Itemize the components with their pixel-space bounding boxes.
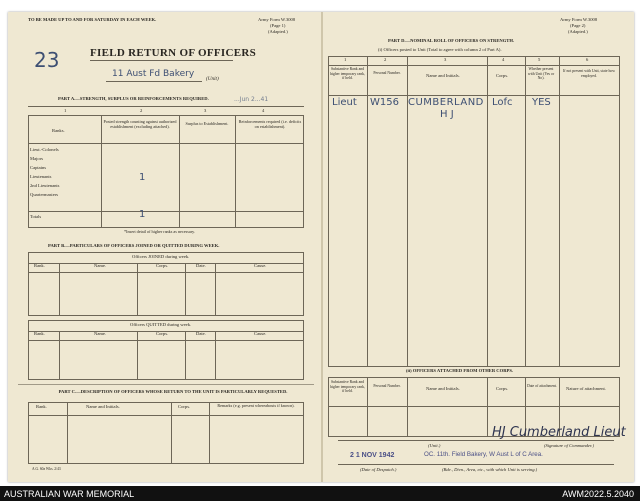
- rank-lieut-colonels: Lieut.-Colonels: [30, 147, 59, 152]
- part-a-colnum: 2: [140, 108, 143, 113]
- quitted-col: Date.: [196, 331, 206, 336]
- form-number-left: Army Form W.3008: [258, 17, 296, 22]
- col-ranks: Ranks.: [52, 128, 65, 133]
- entry-present: YES: [532, 97, 551, 108]
- part-c-col: Rank.: [36, 404, 47, 409]
- part-d-colnum: 6: [586, 57, 589, 62]
- adapted-label-left: (Adapted.): [268, 29, 288, 34]
- page-fold: [321, 12, 323, 482]
- attached-col: Substantive Rank and higher temporary rank, if held.: [330, 380, 365, 394]
- part-b-heading: PART B.—PARTICULARS OF OFFICERS JOINED OR QUITTED DURING WEEK.: [48, 243, 220, 248]
- rank-majors: Majors: [30, 156, 44, 161]
- entry-name: CUMBERLAND: [408, 97, 484, 108]
- rank-totals: Totals: [30, 214, 42, 219]
- part-c-table: [28, 402, 304, 464]
- part-a-rule: [28, 106, 304, 107]
- despatch-line: [338, 464, 614, 465]
- top-note: TO BE MADE UP TO AND FOR SATURDAY IN EACH WEEK.: [28, 17, 157, 22]
- rank-quartermasters: Quartermasters: [30, 192, 59, 197]
- unit-handwritten: 11 Aust Fd Bakery: [112, 69, 195, 79]
- part-d-colnum: 1: [344, 57, 347, 62]
- part-c-heading: PART C.—DESCRIPTION OF OFFICERS WHOSE RETURN TO THE UNIT IS PARTICULARLY REQUESTED.: [58, 389, 288, 394]
- part-a-colnum: 1: [64, 108, 67, 113]
- entry-rank: Lieut: [332, 97, 357, 108]
- col-surplus: Surplus to Establishment.: [185, 121, 229, 126]
- form-number-right: Army Form W.3008: [560, 17, 598, 22]
- joined-col: Date.: [196, 263, 206, 268]
- signature-label: (Signature of Commander.): [544, 443, 594, 448]
- unit-label-left: (Unit): [206, 76, 219, 82]
- attached-heading: (ii) OFFICERS ATTACHED FROM OTHER CORPS.: [406, 368, 514, 373]
- entry-number: W156: [370, 97, 399, 108]
- footer-institution: AUSTRALIAN WAR MEMORIAL: [4, 489, 135, 499]
- form-title: FIELD RETURN OF OFFICERS: [90, 47, 257, 59]
- title-underline: [90, 60, 233, 61]
- area-label: (Bde., Divn., Area, etc., with which Unit is serving.): [442, 467, 538, 472]
- col-name-initials: Name and Initials.: [426, 73, 460, 78]
- joined-col: Rank.: [34, 263, 45, 268]
- entry-corps: Lofc: [492, 97, 513, 108]
- attached-col: Corps.: [496, 386, 509, 391]
- joined-col: Name.: [94, 263, 107, 268]
- col-employment: If not present with Unit, state how employed.: [563, 69, 615, 78]
- unit-label-right: (Unit.): [428, 443, 441, 448]
- col-posted-strength: Posted strength counting against authorized establishment (excluding attached).: [103, 119, 177, 130]
- quitted-table: [28, 320, 304, 380]
- page-label-left: (Page 1): [270, 23, 286, 28]
- handwritten-number: 23: [34, 48, 60, 72]
- part-a-colnum: 4: [262, 108, 265, 113]
- part-d-heading: PART D.—NOMINAL ROLL OF OFFICERS ON STRENGTH.: [388, 38, 515, 43]
- attached-col: Date of attachment.: [527, 384, 557, 388]
- perforation: [18, 384, 314, 385]
- commander-signature: HJ Cumberland Lieut: [492, 425, 626, 440]
- part-c-col: Remarks (e.g. present whereabouts if known).: [217, 403, 295, 408]
- attached-col: Personal Number.: [373, 384, 401, 388]
- attached-col: Nature of attachment.: [566, 386, 606, 391]
- unit-scrawl: ...Jun 2...41: [234, 96, 269, 103]
- archive-footer: [0, 486, 640, 501]
- attached-col: Name and Initials.: [426, 386, 460, 391]
- part-a-footnote: *Insert detail of higher ranks as necessary.: [124, 229, 196, 234]
- part-a-table: [28, 115, 304, 228]
- document-sheet: [8, 12, 634, 482]
- part-d-sub: (i) Officers posted to Unit (Total to agree with column 2 of Part A).: [378, 47, 502, 52]
- quitted-col: Cause.: [254, 331, 267, 336]
- rank-captains: Captains: [30, 165, 47, 170]
- despatch-label: (Date of Despatch.): [360, 467, 397, 472]
- rank-2nd-lieutenants: 2nd Lieutenants: [30, 183, 60, 188]
- joined-col: Cause.: [254, 263, 267, 268]
- quitted-caption: Officers QUITTED during week.: [130, 322, 192, 327]
- part-a-colnum: 3: [204, 108, 207, 113]
- page-label-right: (Page 2): [570, 23, 586, 28]
- quitted-col: Name.: [94, 331, 107, 336]
- signature-line: [338, 440, 614, 441]
- part-a-heading: PART A.—STRENGTH, SURPLUS OR REINFORCEMENTS REQUIRED.: [58, 96, 209, 101]
- entry-initials: H J: [440, 109, 454, 120]
- part-c-col: Corps.: [178, 404, 191, 409]
- col-reinforcements: Reinforcements required (i.e. deficits on establishment).: [238, 119, 302, 130]
- footer-accession-number: AWM2022.5.2040: [562, 489, 634, 499]
- part-d-colnum: 2: [384, 57, 387, 62]
- totals-count: 1: [139, 209, 146, 220]
- part-d-colnum: 4: [502, 57, 505, 62]
- joined-table: [28, 252, 304, 316]
- unit-line: [106, 81, 202, 82]
- col-personal-number: Personal Number.: [373, 71, 401, 75]
- col-substantive-rank: Substantive Rank and higher temporary rank, if held.: [330, 67, 365, 81]
- quitted-col: Corps.: [156, 331, 169, 336]
- lieutenants-count: 1: [139, 172, 146, 183]
- part-d-colnum: 5: [538, 57, 541, 62]
- adapted-label-right: (Adapted.): [568, 29, 588, 34]
- col-present: Whether present with Unit (Yes or No).: [527, 67, 555, 81]
- joined-col: Corps.: [156, 263, 169, 268]
- part-d-colnum: 3: [444, 57, 447, 62]
- rank-lieutenants: Lieutenants: [30, 174, 52, 179]
- date-stamp: 2 1 NOV 1942: [350, 452, 395, 459]
- quitted-col: Rank.: [34, 331, 45, 336]
- printer-note: A.G. 60a Wks. 2/43: [32, 467, 61, 471]
- col-corps: Corps.: [496, 73, 509, 78]
- part-c-col: Name and Initials.: [86, 404, 120, 409]
- oc-stamp: OC. 11th. Field Bakery, W Aust L of C Area.: [424, 451, 543, 458]
- joined-caption: Officers JOINED during week.: [132, 254, 190, 259]
